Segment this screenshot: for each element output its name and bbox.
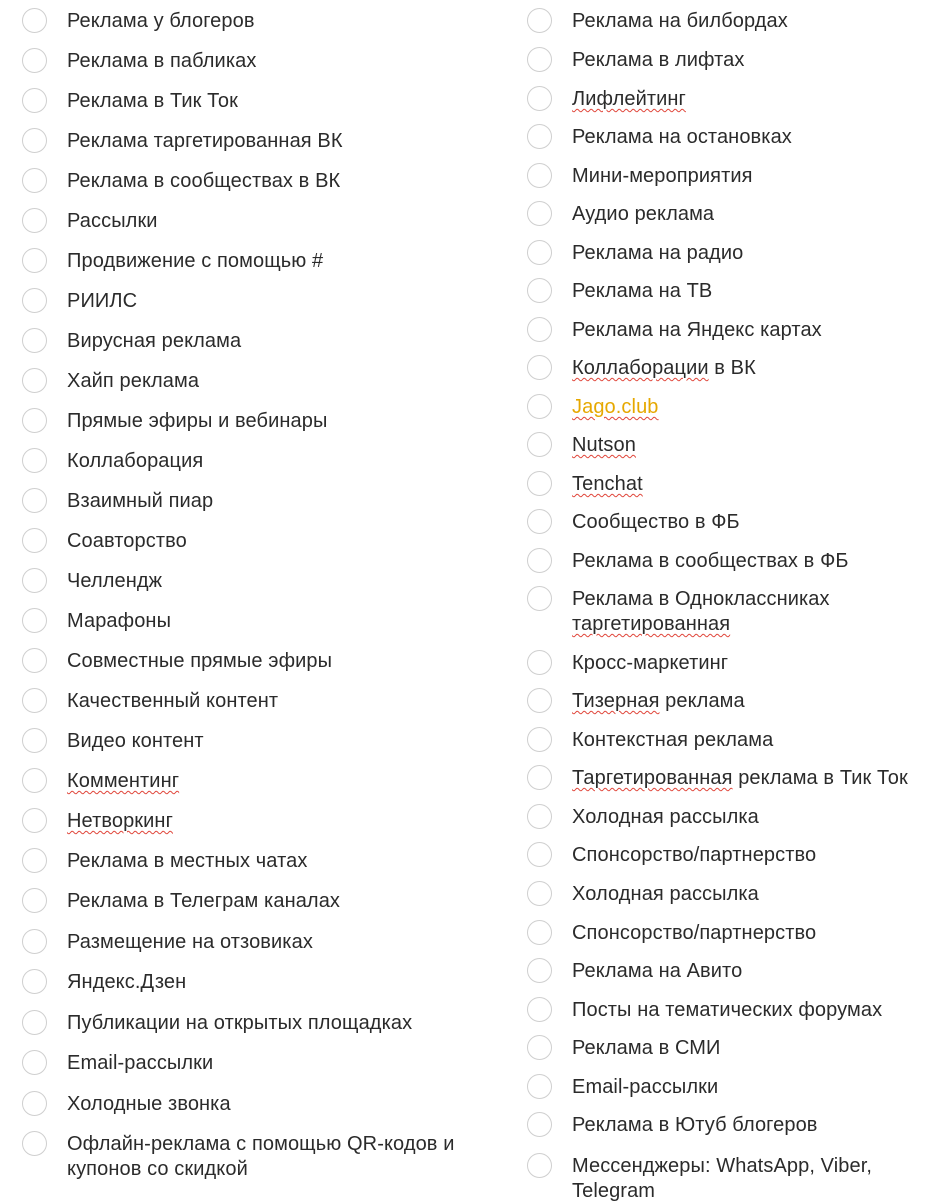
radio-circle-icon[interactable]	[22, 368, 47, 393]
option-label: Нетворкинг	[67, 810, 173, 832]
radio-circle-icon[interactable]	[22, 768, 47, 793]
option-label: Холодные звонка	[67, 1093, 231, 1115]
option-label: Размещение на отзовиках	[67, 931, 313, 953]
option-label: Таргетированная реклама в Тик Ток	[572, 767, 908, 789]
radio-circle-icon[interactable]	[22, 1050, 47, 1075]
radio-circle-icon[interactable]	[22, 328, 47, 353]
spellcheck-word: Коллаборации	[572, 357, 709, 379]
option-label: Офлайн-реклама с помощью QR-кодов и купонов со скидкой	[67, 1133, 455, 1180]
option-label: Сообщество в ФБ	[572, 511, 740, 533]
radio-circle-icon[interactable]	[527, 471, 552, 496]
radio-circle-icon[interactable]	[527, 240, 552, 265]
radio-circle-icon[interactable]	[527, 47, 552, 72]
radio-circle-icon[interactable]	[527, 317, 552, 342]
spellcheck-word: Таргетированная	[572, 767, 733, 789]
option-label: Кросс-маркетинг	[572, 652, 729, 674]
radio-circle-icon[interactable]	[22, 128, 47, 153]
radio-circle-icon[interactable]	[527, 278, 552, 303]
radio-circle-icon[interactable]	[22, 448, 47, 473]
option-label: Посты на тематических форумах	[572, 999, 883, 1021]
option-label: Холодная рассылка	[572, 883, 759, 905]
radio-circle-icon[interactable]	[527, 958, 552, 983]
option-label: Коллаборация	[67, 450, 204, 472]
option-label: Реклама в лифтах	[572, 49, 745, 71]
option-label: Реклама в местных чатах	[67, 850, 308, 872]
radio-circle-icon[interactable]	[22, 888, 47, 913]
option-label: Вирусная реклама	[67, 330, 242, 352]
radio-circle-icon[interactable]	[22, 1010, 47, 1035]
spellcheck-word: таргетированная	[572, 613, 731, 635]
option-label: Тизерная реклама	[572, 690, 745, 712]
spellcheck-word: Тизерная	[572, 690, 660, 712]
radio-circle-icon[interactable]	[527, 163, 552, 188]
radio-circle-icon[interactable]	[527, 727, 552, 752]
option-label: Реклама на ТВ	[572, 280, 713, 302]
option-label: Реклама в пабликах	[67, 50, 257, 72]
option-label: Реклама у блогеров	[67, 10, 255, 32]
radio-circle-icon[interactable]	[22, 408, 47, 433]
radio-circle-icon[interactable]	[527, 586, 552, 611]
option-label: Реклама в сообществах в ФБ	[572, 550, 849, 572]
option-label: Контекстная реклама	[572, 729, 774, 751]
option-label: Tenchat	[572, 473, 643, 495]
option-label: Мессенджеры: WhatsApp, Viber, Telegram	[572, 1155, 873, 1202]
radio-circle-icon[interactable]	[22, 528, 47, 553]
radio-circle-icon[interactable]	[527, 1035, 552, 1060]
option-label: Спонсорство/партнерство	[572, 922, 817, 944]
radio-circle-icon[interactable]	[22, 969, 47, 994]
option-label: Реклама в сообществах в ВК	[67, 170, 341, 192]
radio-circle-icon[interactable]	[527, 432, 552, 457]
option-label: Реклама в Ютуб блогеров	[572, 1114, 818, 1136]
option-label: Реклама в Одноклассниках таргетированная	[572, 588, 830, 635]
option-label: Реклама на радио	[572, 242, 744, 264]
radio-circle-icon[interactable]	[527, 920, 552, 945]
radio-circle-icon[interactable]	[22, 248, 47, 273]
radio-circle-icon[interactable]	[22, 1131, 47, 1156]
radio-circle-icon[interactable]	[22, 288, 47, 313]
radio-circle-icon[interactable]	[527, 355, 552, 380]
radio-circle-icon[interactable]	[527, 650, 552, 675]
option-label: Комментинг	[67, 770, 180, 792]
radio-circle-icon[interactable]	[527, 1153, 552, 1178]
radio-circle-icon[interactable]	[527, 509, 552, 534]
radio-circle-icon[interactable]	[527, 548, 552, 573]
option-label: Хайп реклама	[67, 370, 200, 392]
option-label: Взаимный пиар	[67, 490, 214, 512]
option-label: Совместные прямые эфиры	[67, 650, 333, 672]
radio-circle-icon[interactable]	[527, 804, 552, 829]
option-label: Реклама в Тик Ток	[67, 90, 239, 112]
option-label: Лифлейтинг	[572, 88, 686, 110]
option-label: Продвижение с помощью #	[67, 250, 324, 272]
option-label: Прямые эфиры и вебинары	[67, 410, 328, 432]
radio-circle-icon[interactable]	[22, 728, 47, 753]
radio-circle-icon[interactable]	[527, 842, 552, 867]
option-label: Спонсорство/партнерство	[572, 844, 817, 866]
radio-circle-icon[interactable]	[527, 86, 552, 111]
radio-circle-icon[interactable]	[22, 848, 47, 873]
radio-circle-icon[interactable]	[527, 8, 552, 33]
radio-circle-icon[interactable]	[22, 929, 47, 954]
option-label: Соавторство	[67, 530, 187, 552]
radio-circle-icon[interactable]	[527, 688, 552, 713]
option-label: Реклама таргетированная ВК	[67, 130, 343, 152]
option-label: Мини-мероприятия	[572, 165, 753, 187]
radio-circle-icon[interactable]	[22, 648, 47, 673]
option-label: Качественный контент	[67, 690, 279, 712]
radio-circle-icon[interactable]	[22, 1091, 47, 1116]
radio-circle-icon[interactable]	[527, 881, 552, 906]
radio-circle-icon[interactable]	[22, 48, 47, 73]
option-label: Челлендж	[67, 570, 163, 592]
option-label: Публикации на открытых площадках	[67, 1012, 413, 1034]
option-label: Яндекс.Дзен	[67, 971, 187, 993]
option-label: Реклама в Телеграм каналах	[67, 890, 341, 912]
option-label: Реклама на билбордах	[572, 10, 788, 32]
radio-circle-icon[interactable]	[22, 688, 47, 713]
option-label: Видео контент	[67, 730, 204, 752]
option-label: Реклама в СМИ	[572, 1037, 721, 1059]
radio-circle-icon[interactable]	[22, 168, 47, 193]
option-label: Email-рассылки	[572, 1076, 719, 1098]
radio-circle-icon[interactable]	[22, 808, 47, 833]
radio-circle-icon[interactable]	[527, 1112, 552, 1137]
radio-circle-icon[interactable]	[527, 124, 552, 149]
radio-circle-icon[interactable]	[22, 568, 47, 593]
option-label: Nutson	[572, 434, 636, 456]
option-label: Коллаборации в ВК	[572, 357, 756, 379]
option-label: Реклама на Авито	[572, 960, 743, 982]
radio-circle-icon[interactable]	[527, 394, 552, 419]
option-label: Email-рассылки	[67, 1052, 214, 1074]
radio-circle-icon[interactable]	[527, 1074, 552, 1099]
option-label: Холодная рассылка	[572, 806, 759, 828]
radio-circle-icon[interactable]	[22, 488, 47, 513]
radio-circle-icon[interactable]	[22, 608, 47, 633]
radio-circle-icon[interactable]	[22, 8, 47, 33]
option-label: Аудио реклама	[572, 203, 715, 225]
option-label[interactable]: Jago.club	[572, 396, 659, 418]
radio-circle-icon[interactable]	[527, 765, 552, 790]
option-label: Реклама на остановках	[572, 126, 792, 148]
radio-circle-icon[interactable]	[22, 88, 47, 113]
radio-circle-icon[interactable]	[527, 201, 552, 226]
option-label: Рассылки	[67, 210, 158, 232]
radio-circle-icon[interactable]	[22, 208, 47, 233]
option-label: Реклама на Яндекс картах	[572, 319, 822, 341]
option-label: РИИЛС	[67, 290, 138, 312]
option-label: Марафоны	[67, 610, 172, 632]
radio-circle-icon[interactable]	[527, 997, 552, 1022]
